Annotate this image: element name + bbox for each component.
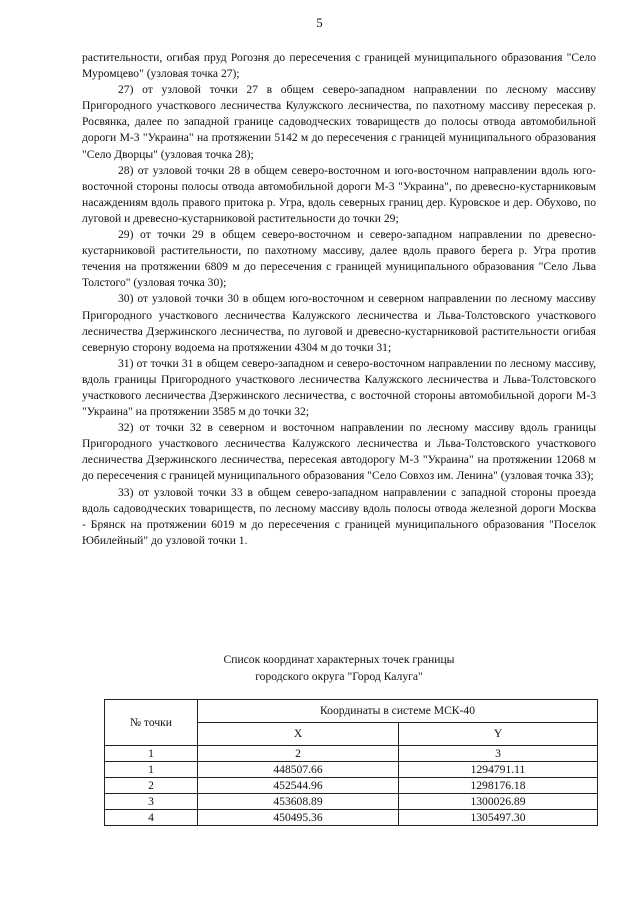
table-row	[105, 810, 598, 826]
table-cell: 1300026.89	[399, 794, 598, 810]
table-cell: 1	[105, 762, 198, 778]
coordinates-table	[104, 699, 598, 826]
table-cell: 453608.89	[198, 794, 399, 810]
table-cell: 2	[105, 778, 198, 794]
header-coordinates: Координаты в системе МСК-40	[198, 700, 598, 723]
table-cell: 1294791.11	[399, 762, 598, 778]
paragraph-29: 29) от точки 29 в общем северо-восточном и северо-западном направлении по древесно-кустарниковой растительности, по пахотному массиву, далее вдоль правого берега р. Угра против течения на протяжении 6809 м до пересечения с границей муниципального образования "Село Льва Толстого" (узловая точка 30);	[82, 228, 596, 290]
caption-line-1: Список координат характерных точек границы	[223, 653, 455, 666]
table-caption	[82, 652, 596, 685]
paragraph-30: 30) от узловой точки 30 в общем юго-восточном и северном направлении по лесному массиву Пригородного участкового лесничества Калужского лесничества и Льва-Толстовского участкового лесничества Дзержинского лесничества, по луговой и древесно-кустарниковой растительности огибая северную сторону водоема на протяжении 4304 м до точки 31;	[82, 292, 596, 354]
header-point-number: № точки	[105, 700, 198, 746]
table-cell: 448507.66	[198, 762, 399, 778]
paragraph-32: 32) от точки 32 в северном и восточном направлении по лесному массиву вдоль границы Пригородного участкового лесничества Калужского лесничества и Льва-Толстовского участкового лесничества Дзержинского лесничества, пересекая автодорогу М-3 "Украина" на протяжении 12068 м до пересечения с границей муниципального образования "Село Совхоз им. Ленина" (узловая точка 33);	[82, 421, 596, 483]
table-cell: 1	[105, 746, 198, 762]
table-cell: 1298176.18	[399, 778, 598, 794]
table-row	[105, 794, 598, 810]
table-cell: 1305497.30	[399, 810, 598, 826]
table-cell: 3	[105, 794, 198, 810]
header-y: Y	[399, 723, 598, 746]
table-cell: 2	[198, 746, 399, 762]
table-index-row	[105, 746, 598, 762]
body-text	[82, 50, 596, 549]
table-row	[105, 778, 598, 794]
table-cell: 4	[105, 810, 198, 826]
paragraph-28: 28) от узловой точки 28 в общем северо-восточном и юго-восточном направлении вдоль юго-восточной стороны полосы отвода автомобильной дороги М-3 "Украина", по древесно-кустарниковым насаждениям вдоль правого притока р. Угра, вдоль северных границ дер. Куровское и дер. Обухово, по луговой и древесно-кустарниковой растительности до точки 29;	[82, 163, 596, 225]
paragraph-26-end: растительности, огибая пруд Рогозня до пересечения с границей муниципального образования "Село Муромцево" (узловая точка 27);	[82, 51, 596, 81]
table-cell: 450495.36	[198, 810, 399, 826]
table-cell: 452544.96	[198, 778, 399, 794]
table-cell: 3	[399, 746, 598, 762]
header-x: X	[198, 723, 399, 746]
paragraph-33: 33) от узловой точки 33 в общем северо-западном направлении с западной стороны проезда вдоль садоводческих товариществ, по лесному массиву вдоль полосы отвода железной дороги Москва - Брянск на протяжении 6019 м до пересечения с границей муниципального образования "Поселок Юбилейный" до узловой точки 1.	[82, 485, 596, 547]
paragraph-31: 31) от точки 31 в общем северо-западном и северо-восточном направлении по лесному массиву, вдоль границы Пригородного участкового лесничества Калужского лесничества и Льва-Толстовского участкового лесничества Дзержинского лесничества, с восточной стороны автомобильной дороги М-3 "Украина" на протяжении 3585 м до точки 32;	[82, 356, 596, 419]
caption-line-2: городского округа "Город Калуга"	[255, 669, 423, 683]
table-row	[105, 762, 598, 778]
paragraph-27: 27) от узловой точки 27 в общем северо-западном направлении по лесному массиву Пригородного участкового лесничества Кулужского лесничества, по пахотному массиву пересекая р. Росвянка, далее по западной границе садоводческих товариществ до полосы отвода автомобильной дороги М-3 "Украина" на протяжении 5142 м до пересечения с границей муниципального образования "Село Дворцы" (узловая точка 28);	[82, 83, 596, 161]
page-number: 5	[316, 16, 323, 30]
